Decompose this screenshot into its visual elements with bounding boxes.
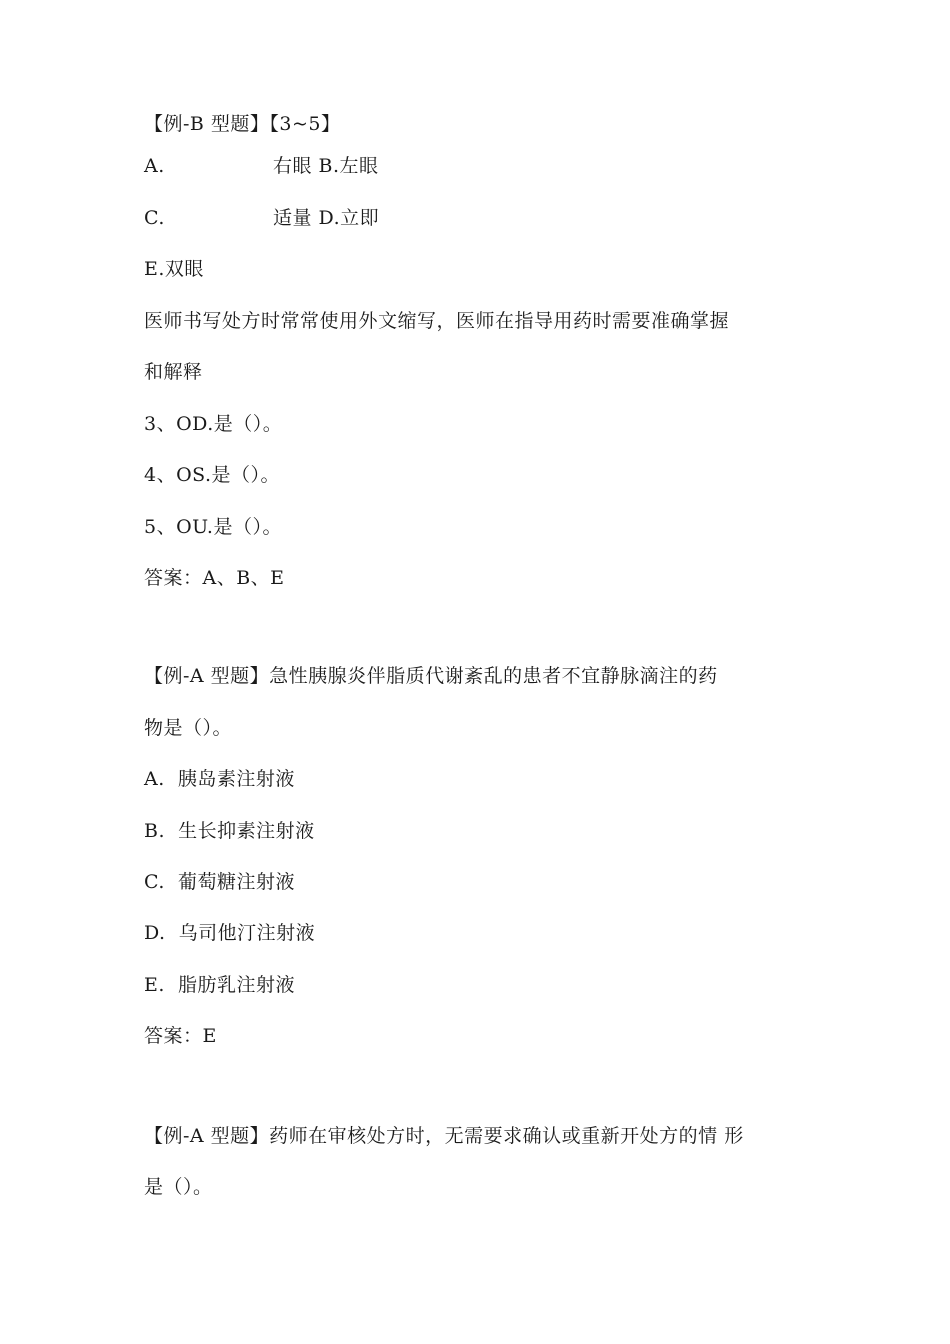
q1-header: 【例-B 型题】【3~5】: [144, 113, 341, 135]
q2-stem-line2: 物是（）。: [144, 717, 233, 739]
q1-option-a-b-text: 右眼 B.左眼: [273, 155, 379, 177]
q1-answer: 答案：A、B、E: [144, 567, 285, 589]
q1-sub-question-4: 4、OS.是（）。: [144, 464, 281, 486]
q1-option-c-d-text: 适量 D.立即: [273, 207, 380, 229]
q1-option-row-ab: [144, 154, 844, 178]
q2-answer: 答案：E: [144, 1025, 217, 1047]
q3-stem-line1: 【例-A 型题】药师在审核处方时，无需要求确认或重新开处方的情 形: [144, 1125, 744, 1147]
q2-option-a: A. 胰岛素注射液: [144, 768, 295, 790]
q1-option-row-cd: [144, 206, 844, 230]
q1-stem-line2: 和解释: [144, 361, 203, 383]
q2-option-c: C. 葡萄糖注射液: [144, 871, 295, 893]
q1-option-a-label: A.: [144, 155, 165, 177]
q1-sub-question-5: 5、OU.是（）。: [144, 516, 282, 538]
q2-option-d: D. 乌司他汀注射液: [144, 922, 316, 944]
q1-option-c-label: C.: [144, 207, 165, 229]
q1-stem-line1: 医师书写处方时常常使用外文缩写，医师在指导用药时需要准确掌握: [144, 310, 730, 332]
q2-option-e: E. 脂肪乳注射液: [144, 974, 295, 996]
q1-sub-question-3: 3、OD.是（）。: [144, 413, 283, 435]
q2-stem-line1: 【例-A 型题】急性胰腺炎伴脂质代谢紊乱的患者不宜静脉滴注的药: [144, 665, 718, 687]
q1-option-e: E.双眼: [144, 258, 204, 280]
q3-stem-line2: 是（）。: [144, 1176, 213, 1198]
q2-option-b: B. 生长抑素注射液: [144, 820, 315, 842]
